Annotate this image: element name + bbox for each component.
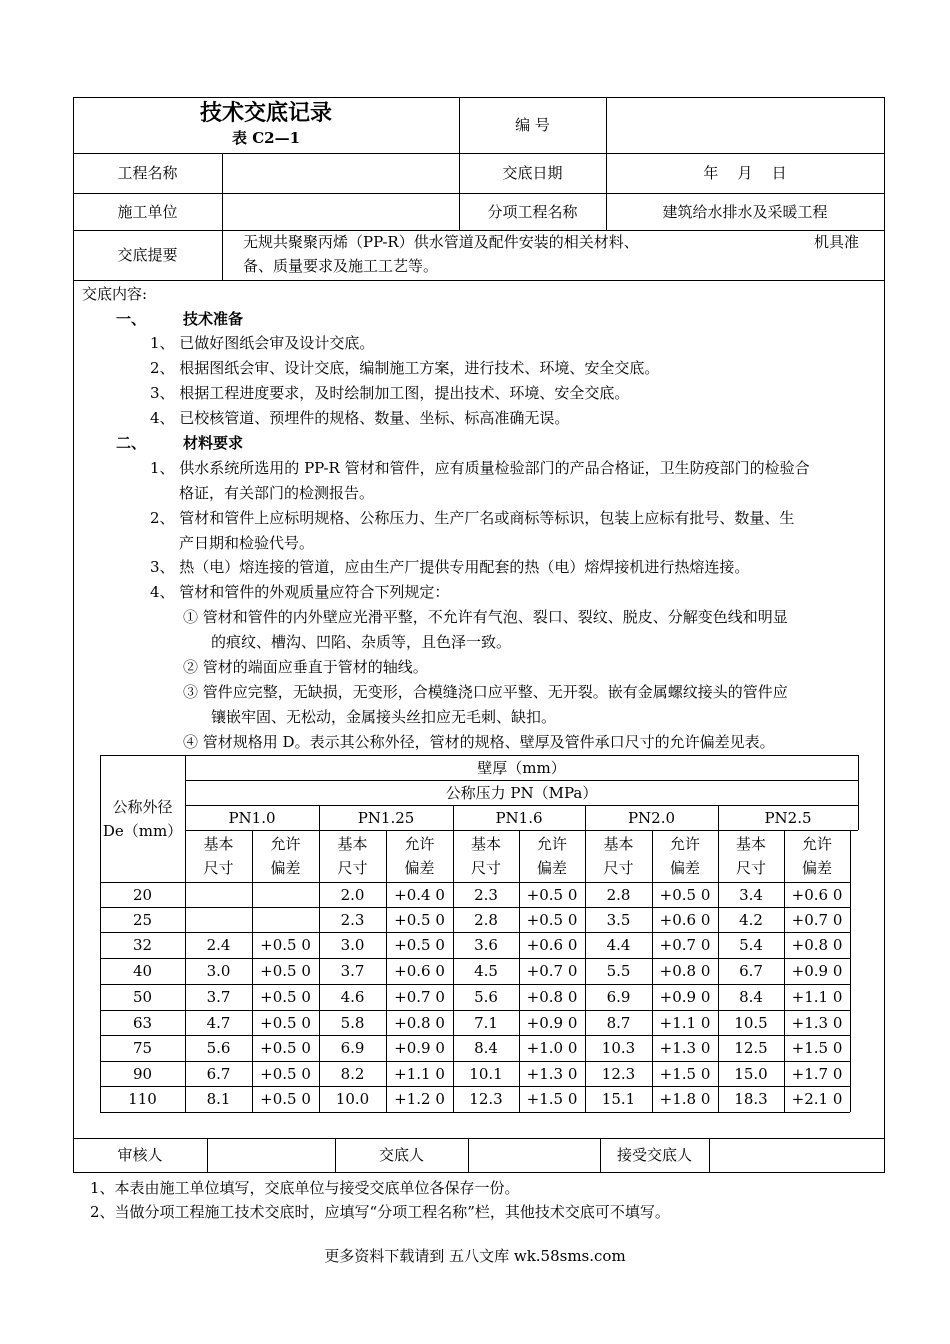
table-cell: 7.1 [474,1013,498,1032]
header-word: 尺寸 [203,859,234,877]
table-cell: +1.2 0 [394,1090,445,1108]
table-cell: +2.1 0 [791,1090,843,1108]
table-cell: +0.5 0 [526,910,578,929]
tolerance-header [386,830,453,882]
table-cell: 4.2 [739,910,763,929]
reviewer-value[interactable] [207,1138,335,1172]
table-cell: +0.4 0 [394,885,445,904]
table-cell: 10.5 [734,1013,768,1032]
list-item: 4、 已校核管道、预埋件的规格、数量、坐标、标高准确无误。 [150,409,570,427]
table-cell: 5.6 [474,988,498,1006]
table-cell: +0.8 0 [394,1013,445,1032]
form-code: 表 C2—1 [231,129,301,147]
table-cell: +1.7 0 [791,1064,843,1083]
summary-line-1b: 机具准 [814,233,860,251]
table-cell: 3.0 [206,962,231,980]
table-cell: 8.2 [340,1064,365,1083]
table-cell: +0.5 0 [260,1039,311,1057]
table-cell: +0.6 0 [791,885,843,904]
list-item-continued: 产日期和检验代号。 [179,534,315,552]
table-cell: +0.5 0 [394,936,445,954]
table-cell: 15.0 [734,1064,768,1083]
reviewer-label: 审核人 [117,1146,163,1164]
table-cell: 6.7 [206,1064,231,1083]
table-row-od: 90 [132,1064,153,1083]
table-row-od: 25 [132,910,153,929]
pressure-pn1-6: PN1.6 [495,808,543,827]
table-cell [252,882,319,907]
discloser-label: 交底人 [378,1146,424,1164]
od-header-line2: De（mm） [102,821,183,840]
table-cell: +0.5 0 [260,936,311,954]
table-cell: +1.0 0 [526,1039,578,1057]
header-word: 允许 [669,835,700,853]
pressure-pn2-0: PN2.0 [627,808,676,827]
table-cell: 12.5 [734,1039,768,1057]
summary-line-2: 备、质量要求及施工工艺等。 [243,257,439,275]
table-cell: +1.1 0 [394,1064,445,1083]
number-label: 编 号 [515,116,550,134]
table-cell: +0.7 0 [526,962,578,980]
table-cell: +0.5 0 [659,885,711,904]
sub-list-item: ① 管材和管件的内外壁应光滑平整，不允许有气泡、裂口、裂纹、脱皮、分解变色线和明显 [183,608,788,626]
form-title-block [73,97,459,153]
table-cell: 3.6 [474,936,498,954]
table-row-od: 40 [132,962,153,980]
header-word: 尺寸 [603,859,634,877]
table-cell: 3.4 [739,885,763,904]
pressure-pn2-5: PN2.5 [764,808,812,827]
table-cell: 12.3 [601,1064,636,1083]
header-word: 基本 [203,835,234,853]
header-word: 基本 [337,835,368,853]
header-word: 允许 [270,835,301,853]
receiver-label: 接受交底人 [616,1146,692,1164]
table-cell: +0.7 0 [791,910,843,929]
header-word: 允许 [404,835,435,853]
basic-size-header [718,830,784,882]
table-cell: 5.5 [606,962,631,980]
tolerance-header [652,830,718,882]
table-cell: +0.6 0 [659,910,711,929]
wall-thickness-header: 壁厚（mm） [477,758,566,777]
table-cell: 12.3 [469,1090,503,1108]
table-cell: 3.7 [206,988,231,1006]
table-cell: +1.1 0 [791,988,843,1006]
sub-list-item: ③ 管件应完整，无缺损，无变形，合模缝浇口应平整、无开裂。嵌有金属螺纹接头的管件应 [183,683,788,701]
table-cell: 18.3 [734,1090,768,1108]
date-value[interactable]: 年 月 日 [703,164,787,182]
tolerance-header [519,830,585,882]
section-1-number: 一、 [116,310,147,328]
table-cell: +0.9 0 [659,988,711,1006]
table-cell: 5.6 [206,1039,231,1057]
pressure-header: 公称压力 PN（MPa） [445,783,598,802]
table-cell: +0.7 0 [394,988,445,1006]
table-cell: +0.5 0 [260,988,311,1006]
header-word: 偏差 [270,859,301,877]
table-cell: 2.0 [340,885,365,904]
table-cell: 4.7 [206,1013,231,1032]
table-row-od: 50 [132,988,153,1006]
receiver-value[interactable] [709,1138,884,1172]
sub-list-item: ② 管材的端面应垂直于管材的轴线。 [183,658,428,676]
table-cell: 8.1 [206,1090,231,1108]
list-item: 1、 已做好图纸会审及设计交底。 [150,334,375,352]
table-cell: +0.8 0 [659,962,711,980]
summary-label: 交底提要 [117,246,178,264]
header-word: 允许 [536,835,567,853]
list-item: 3、 根据工程进度要求，及时绘制加工图，提出技术、环境、安全交底。 [150,384,630,402]
header-word: 偏差 [669,859,700,877]
table-cell [185,882,252,907]
table-cell: 10.0 [335,1090,370,1108]
header-word: 尺寸 [470,859,501,877]
table-cell: +1.5 0 [791,1039,843,1057]
project-name-label: 工程名称 [117,164,178,182]
header-word: 偏差 [404,859,435,877]
table-cell: 5.4 [739,936,763,954]
table-cell: 6.7 [739,962,763,980]
header-word: 尺寸 [735,859,766,877]
sub-list-item-continued: 的痕纹、槽沟、凹陷、杂质等，且色泽一致。 [211,633,512,651]
number-value[interactable] [606,97,884,153]
table-cell: 4.6 [340,988,365,1006]
construction-unit-label: 施工单位 [117,202,178,221]
tolerance-header [252,830,319,882]
table-cell: +1.3 0 [526,1064,578,1083]
tolerance-header [784,830,850,882]
table-cell: +1.8 0 [659,1090,711,1108]
section-1-title: 技术准备 [183,310,244,328]
od-header-line1: 公称外径 [112,797,173,816]
table-cell: 15.1 [601,1090,636,1108]
list-item-continued: 格证，有关部门的检测报告。 [179,484,375,502]
table-cell: 3.5 [606,910,631,929]
table-cell: +0.5 0 [526,885,578,904]
project-name-value[interactable] [222,153,459,193]
summary-line-1: 无规共聚聚丙烯（PP-R）供水管道及配件安装的相关材料、 [243,233,639,251]
table-cell: 2.8 [606,885,631,904]
table-cell: +0.5 0 [260,962,311,980]
basic-size-header [585,830,652,882]
form-title: 技术交底记录 [199,101,332,126]
table-cell: 10.3 [601,1039,636,1057]
header-word: 允许 [801,835,832,853]
content-label: 交底内容: [82,285,148,303]
list-item: 4、 管材和管件的外观质量应符合下列规定： [150,583,450,601]
table-cell: +0.5 0 [260,1064,311,1083]
note-1: 1、本表由施工单位填写，交底单位与接受交底单位各保存一份。 [90,1179,520,1197]
basic-size-header [453,830,519,882]
table-cell: 2.8 [474,910,498,929]
list-item: 2、 根据图纸会审、设计交底，编制施工方案，进行技术、环境、安全交底。 [150,359,660,377]
table-cell: +1.5 0 [526,1090,578,1108]
table-cell: +0.5 0 [394,910,445,929]
table-cell: 2.3 [474,885,498,904]
list-item: 2、 管材和管件上应标明规格、公称压力、生产厂名或商标等标识，包装上应标有批号、数量、生 [150,509,795,527]
pressure-pn1-25: PN1.25 [357,808,415,827]
table-cell: +1.1 0 [659,1013,711,1032]
table-row-od: 20 [132,885,153,904]
header-word: 偏差 [536,859,567,877]
section-2-title: 材料要求 [183,434,244,452]
header-word: 尺寸 [337,859,368,877]
pressure-pn1-0: PN1.0 [228,808,276,827]
date-label: 交底日期 [502,164,563,182]
table-cell [252,907,319,932]
header-word: 偏差 [801,859,832,877]
basic-size-header [319,830,386,882]
sub-project-value[interactable]: 建筑给水排水及采暖工程 [662,202,828,221]
table-row-od: 32 [132,936,153,954]
construction-unit-value[interactable] [222,193,459,230]
table-cell: 10.1 [469,1064,503,1083]
header-word: 基本 [603,835,634,853]
od-header [100,755,185,882]
table-cell: 4.4 [606,936,631,954]
table-cell: +0.9 0 [791,962,843,980]
table-cell: +0.9 0 [526,1013,578,1032]
table-cell: 3.0 [340,936,365,954]
table-cell: 6.9 [340,1039,365,1057]
sub-list-item: ④ 管材规格用 D。表示其公称外径，管材的规格、壁厚及管件承口尺寸的允许偏差见表。 [183,733,775,751]
section-2-number: 二、 [116,434,147,452]
table-row-od: 63 [132,1013,153,1032]
table-cell: +0.6 0 [394,962,445,980]
table-cell: +1.5 0 [659,1064,711,1083]
table-cell: +0.5 0 [260,1013,311,1032]
sub-project-label: 分项工程名称 [487,202,578,221]
table-cell: 8.7 [606,1013,631,1032]
table-cell: 8.4 [474,1039,498,1057]
table-cell [185,907,252,932]
table-cell: 5.8 [340,1013,365,1032]
table-cell: 3.7 [340,962,365,980]
header-word: 基本 [735,835,766,853]
footer-link[interactable]: 更多资料下载请到 五八文库 wk.58sms.com [324,1247,626,1265]
table-cell: +0.8 0 [791,936,843,954]
table-row-od: 75 [132,1039,153,1057]
table-cell: +0.7 0 [659,936,711,954]
table-cell: +1.3 0 [791,1013,843,1032]
table-cell: 6.9 [606,988,631,1006]
basic-size-header [185,830,252,882]
table-cell: +0.6 0 [526,936,578,954]
table-cell: +1.3 0 [659,1039,711,1057]
table-row-od: 110 [128,1090,157,1108]
list-item: 3、 热（电）熔连接的管道，应由生产厂提供专用配套的热（电）熔焊接机进行热熔连接。 [150,558,750,576]
sub-list-item-continued: 镶嵌牢固、无松动，金属接头丝扣应无毛刺、缺扣。 [211,708,557,726]
discloser-value[interactable] [468,1138,600,1172]
header-word: 基本 [470,835,501,853]
table-cell: 8.4 [739,988,763,1006]
table-cell: 4.5 [474,962,498,980]
table-cell: 2.3 [340,910,365,929]
table-cell: +0.8 0 [526,988,578,1006]
table-cell: 2.4 [206,936,231,954]
list-item: 1、 供水系统所选用的 PP-R 管材和管件，应有质量检验部门的产品合格证，卫生防疫部门的检验合 [150,459,810,477]
table-cell: +0.5 0 [260,1090,311,1108]
table-cell: +0.9 0 [394,1039,445,1057]
note-2: 2、当做分项工程施工技术交底时，应填写“分项工程名称”栏，其他技术交底可不填写。 [90,1203,670,1221]
